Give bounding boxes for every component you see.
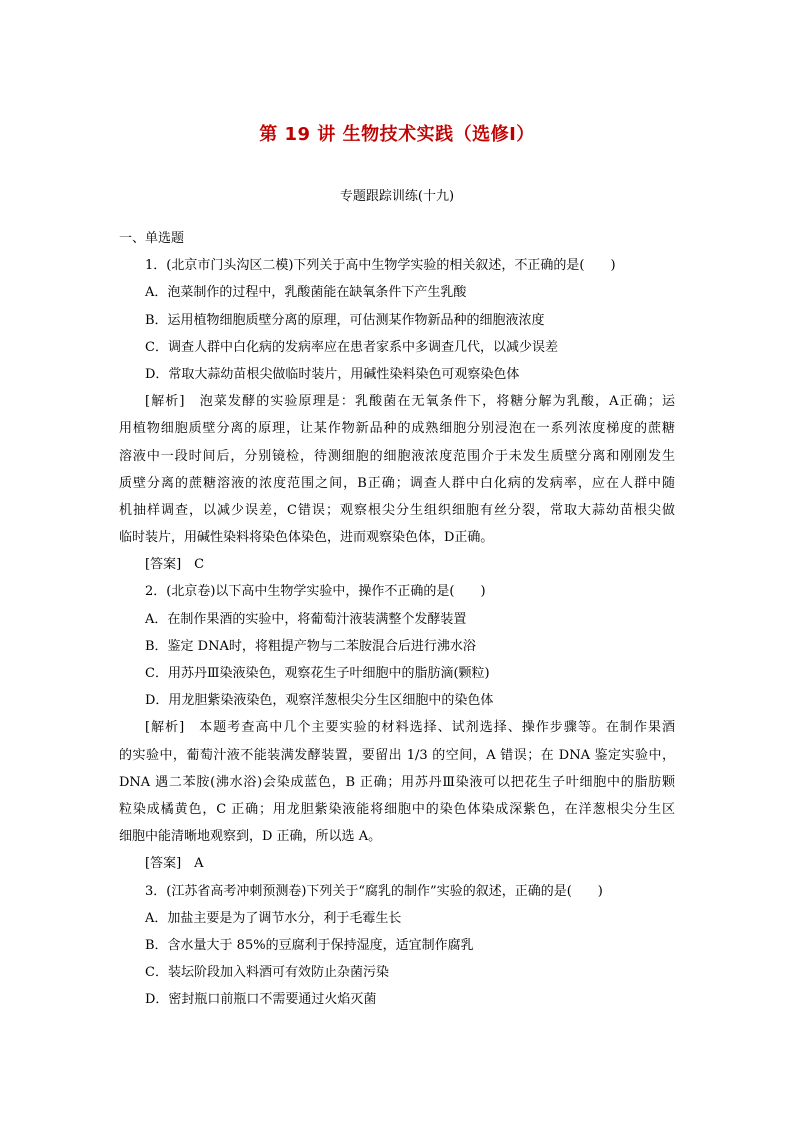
option-d: D．密封瓶口前瓶口不需要通过火焰灭菌 [145,992,377,1008]
option-b: B．鉴定 DNA时，将粗提产物与二苯胺混合后进行沸水浴 [145,638,476,654]
analysis-line: 的实验中，葡萄汁液不能装满发酵装置，要留出 1/3 的空间，A 错误；在 DNA 鉴定实验中， [119,747,675,763]
question-content [119,225,675,1013]
analysis-line: 质壁分离的蔗糖溶液的浓度范围之间，B正确；调查人群中白化病的发病率，应在人群中随 [119,475,675,491]
analysis-line: 溶液中一段时间后，分别镜检，待测细胞的细胞液浓度范围介于未发生质壁分离和刚刚发生 [119,448,675,464]
option-c: C．调查人群中白化病的发病率应在患者家系中多调查几代，以减少误差 [145,339,558,355]
analysis-line: 粒染成橘黄色，C 正确；用龙胆紫染液能将细胞中的染色体染成深紫色，在洋葱根尖分生区 [119,801,675,817]
option-b: B．运用植物细胞质壁分离的原理，可估测某作物新品种的细胞液浓度 [145,312,545,328]
analysis-line: 临时装片，用碱性染料将染色体染色，进而观察染色体，D正确。 [119,530,494,546]
question-stem: 1．(北京市门头沟区二模)下列关于高中生物学实验的相关叙述，不正确的是( ) [145,258,616,274]
section-heading: 一、单选题 [119,231,185,246]
option-d: D．常取大蒜幼苗根尖做临时装片，用碱性染料染色可观察染色体 [145,366,520,382]
option-a: A．在制作果酒的实验中，将葡萄汁液装满整个发酵装置 [145,611,467,627]
option-c: C．装坛阶段加入料酒可有效防止杂菌污染 [145,965,389,981]
analysis-line: 细胞中能清晰地观察到，D 正确，所以选 A。 [119,829,382,845]
option-a: A．加盐主要是为了调节水分，利于毛霉生长 [145,910,402,926]
question-stem: 2．(北京卷)以下高中生物学实验中，操作不正确的是( ) [145,584,486,600]
option-c: C．用苏丹Ⅲ染液染色，观察花生子叶细胞中的脂肪滴(颗粒) [145,666,490,681]
answer-line: [答案] C [145,557,205,573]
option-b: B．含水量大于 85%的豆腐利于保持湿度，适宜制作腐乳 [145,937,474,953]
answer-line: [答案] A [145,856,204,872]
page-subtitle: 专题跟踪训练(十九) [339,189,455,204]
option-d: D．用龙胆紫染液染色，观察洋葱根尖分生区细胞中的染色体 [145,693,494,709]
analysis-line: DNA 遇二苯胺(沸水浴)会染成蓝色，B 正确；用苏丹Ⅲ染液可以把花生子叶细胞中的脂肪颗 [119,774,675,790]
page-title: 第 19 讲 生物技术实践（选修Ⅰ） [259,124,535,145]
option-a: A．泡菜制作的过程中，乳酸菌能在缺氧条件下产生乳酸 [145,285,467,301]
analysis-line: [解析] 泡菜发酵的实验原理是：乳酸菌在无氧条件下，将糖分解为乳酸，A正确；运 [145,394,675,410]
analysis-line: 用植物细胞质壁分离的原理，让某作物新品种的成熟细胞分别浸泡在一系列浓度梯度的蔗糖 [119,421,675,437]
analysis-line: 机抽样调查，以减少误差，C错误；观察根尖分生组织细胞有丝分裂，常取大蒜幼苗根尖做 [119,502,675,518]
analysis-line: [解析] 本题考查高中几个主要实验的材料选择、试剂选择、操作步骤等。在制作果酒 [145,720,675,736]
question-stem: 3．(江苏省高考冲刺预测卷)下列关于“腐乳的制作”实验的叙述，正确的是( ) [145,883,603,899]
